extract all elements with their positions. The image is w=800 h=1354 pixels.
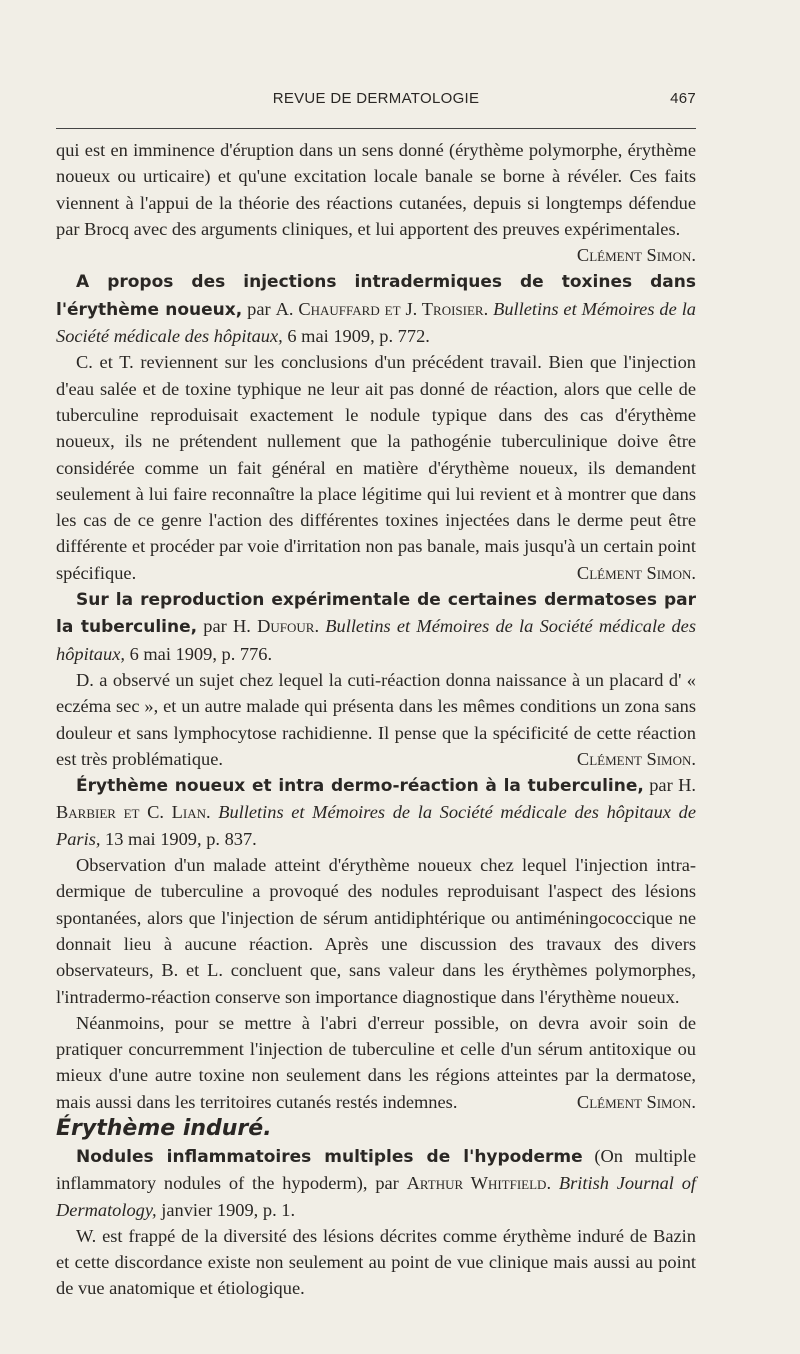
article-body: [56, 137, 696, 1302]
entry-abstract: Néanmoins, pour se mettre à l'abri d'erreur possible, on devra avoir soin de pratiquer concurremment l'injection de tuberculine et celle d'un sérum antitoxique ou mieux d'une autre toxine non seulement dans les régions atteintes par la dermatose, mais aussi dans les territoires cutanés restés indemnes. Clément Simon.: [56, 1010, 696, 1115]
entry-authors: H. Barbier et C. Lian.: [56, 775, 696, 823]
running-title: REVUE DE DERMATOLOGIE: [272, 90, 480, 107]
entry-date: 13 mai 1909, p. 837.: [100, 828, 257, 849]
page-header: [56, 90, 696, 114]
entry-title: Érythème noueux et intra dermo-réaction à la tuberculine,: [76, 776, 644, 797]
entry-authors: H. Dufour.: [233, 616, 320, 637]
entry-citation: Érythème noueux et intra dermo-réaction à la tuberculine, par H. Barbier et C. Lian. Bulletins et Mémoires de la Société médicale des hôpitaux de Paris, 13 mai 1909, p. 837.: [56, 775, 696, 849]
entry-title: A propos des injections intradermiques de toxines dans l'érythème noueux,: [56, 272, 696, 320]
entry-title: Nodules inflammatoires multiples de l'hypoderme: [76, 1146, 583, 1167]
entry-abstract: Observation d'un malade atteint d'érythème noueux chez lequel l'injection intra-dermique de tuberculine a provoqué des nodules reproduisant l'aspect des lésions spontanées, alors que l'injection de sérum antidiphtérique ou antiméningococcique ne donnait lieu à aucune réaction. Après une discussion des travaux des divers observateurs, B. et L. concluent que, sans valeur dans les érythèmes polymorphes, l'intradermo-réaction conserve son importance diagnostique dans l'érythème noueux.: [56, 855, 696, 1007]
entry-date: 6 mai 1909, p. 772.: [282, 326, 430, 347]
entry-date: 6 mai 1909, p. 776.: [124, 643, 273, 664]
entry-authors: Arthur Whitfield.: [406, 1173, 552, 1194]
entry-journal: Bulletins et Mémoires de la Société médicale des hôpitaux de Paris,: [56, 802, 696, 849]
entry-subtitle: (On multiple inflammatory nodules of the hypoderm),: [56, 1145, 697, 1194]
page-number: 467: [670, 90, 696, 107]
entry-journal: British Journal of Dermatology,: [56, 1173, 696, 1220]
signature: Clément Simon.: [576, 1091, 696, 1112]
entry-date: janvier 1909, p. 1.: [156, 1199, 296, 1220]
entry-citation: A propos des injections intradermiques de toxines dans l'érythème noueux, par A. Chauffard et J. Troisier. Bulletins et Mémoires de la Société médicale des hôpitaux, 6 mai 1909, p. 772.: [56, 272, 696, 347]
signature: Clément Simon.: [576, 562, 696, 583]
entry-abstract: W. est frappé de la diversité des lésions décrites comme érythème induré de Bazin et cette discordance existe non seulement au point de vue clinique mais aussi au point de vue anatomique et étiologique.: [56, 1225, 696, 1299]
entry-abstract: C. et T. reviennent sur les conclusions d'un précédent travail. Bien que l'injection d'eau salée et de toxine typhique ne leur ait pas donné de réaction, alors que celle de tuberculine reproduisait exactement le nodule typique dans des cas d'érythème noueux, ils ne prétendent nullement que la pathogénie tuberculinique doive être considérée comme un fait général en matière d'érythème noueux, ils demandent seulement à lui faire reconnaître la place légitime qui lui revient et à montrer que dans les cas de ce genre l'action des différentes toxines injectées dans le derme peut être différente et procéder par voie d'irritation non pas banale, mais jusqu'à un certain point spécifique. Clément Simon.: [56, 349, 696, 586]
header-rule: [56, 128, 696, 129]
entry-abstract: D. a observé un sujet chez lequel la cuti-réaction donna naissance à un placard d' « eczéma sec », et un autre malade qui présenta dans les mêmes conditions un zona sans douleur et sans lymphocytose rachidienne. Il pense que la spécificité de cette réaction est très problématique. Clément Simon.: [56, 667, 696, 772]
entry-citation: Sur la reproduction expérimentale de certaines dermatoses par la tuberculine, par H. Dufour. Bulletins et Mémoires de la Société médicale des hôpitaux, 6 mai 1909, p. 776.: [56, 590, 697, 664]
signature: Clément Simon.: [576, 245, 696, 266]
entry-title: Sur la reproduction expérimentale de certaines dermatoses par la tuberculine,: [56, 590, 696, 638]
continuation-paragraph: qui est en imminence d'éruption dans un sens donné (érythème polymorphe, érythème noueux ou urticaire) et qu'une excitation locale banale se borne à révéler. Ces faits viennent à l'appui de la théorie des réactions cutanées, depuis si longtemps défendue par Brocq avec des arguments cliniques, et lui apportent des preuves expérimentales. Clément Simon.: [56, 137, 696, 268]
signature: Clément Simon.: [576, 748, 696, 769]
entry-journal: Bulletins et Mémoires de la Société médicale des hôpitaux,: [56, 298, 696, 347]
entry-citation: Nodules inflammatoires multiples de l'hypoderme (On multiple inflammatory nodules of the hypoderm), par Arthur Whitfield. British Journal of Dermatology, janvier 1909, p. 1.: [56, 1145, 697, 1220]
entry-authors: A. Chauffard et J. Troisier.: [275, 298, 489, 319]
section-heading: Érythème induré.: [56, 1115, 272, 1141]
entry-journal: Bulletins et Mémoires de la Société médicale des hôpitaux,: [56, 616, 697, 664]
